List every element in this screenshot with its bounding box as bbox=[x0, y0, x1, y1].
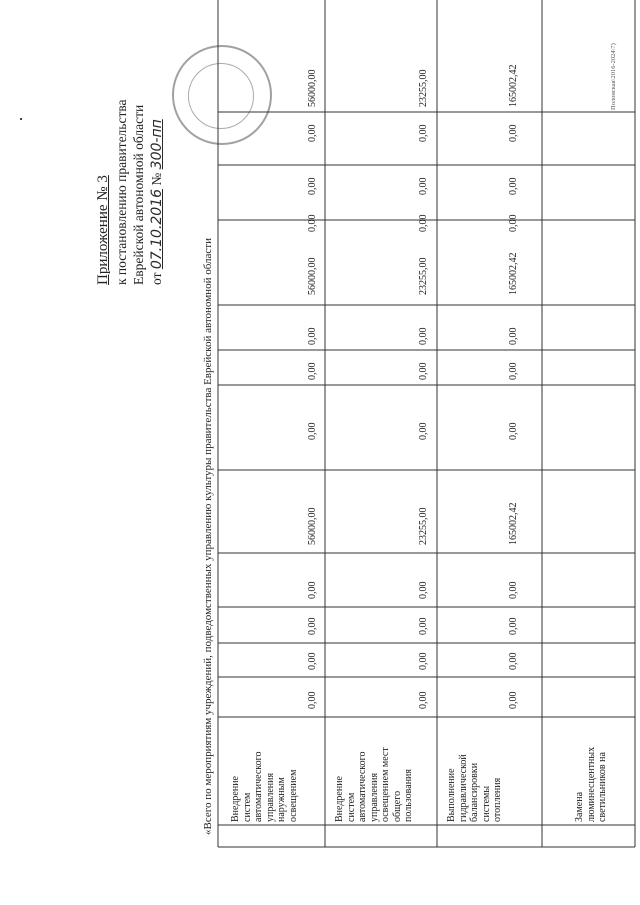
table-cell: 0,00 bbox=[307, 327, 318, 345]
table-cell: 0,00 bbox=[307, 422, 318, 440]
handwritten-date: 07.10.2016 bbox=[149, 188, 165, 270]
table-cell: 0,00 bbox=[418, 177, 429, 195]
appendix-subtitle-2: Еврейской автономной области bbox=[131, 104, 146, 285]
table-cell: 0,00 bbox=[508, 691, 519, 709]
table-cell: 0,00 bbox=[508, 581, 519, 599]
table-cell: 56000,00 bbox=[307, 507, 318, 545]
table-cell: 0,00 bbox=[418, 652, 429, 670]
table-row-name: Замена люминесцентных светильников на bbox=[574, 746, 608, 822]
table-cell: 0,00 bbox=[508, 177, 519, 195]
appendix-title: Приложение № 3 bbox=[95, 175, 111, 285]
table-cell: 0,00 bbox=[307, 177, 318, 195]
handwritten-number: 300-пп bbox=[149, 119, 165, 170]
table-cell: 56000,00 bbox=[307, 69, 318, 107]
table-cell: 0,00 bbox=[307, 362, 318, 380]
table-cell: 23255,00 bbox=[418, 507, 429, 545]
table-cell: 0,00 bbox=[307, 652, 318, 670]
table-cell: 0,00 bbox=[508, 422, 519, 440]
table-cell: 0,00 bbox=[418, 581, 429, 599]
table-cell: 0,00 bbox=[418, 214, 429, 232]
scan-speck bbox=[20, 118, 22, 120]
table-cell: 23255,00 bbox=[418, 69, 429, 107]
table-cell: 0,00 bbox=[418, 362, 429, 380]
table-cell: 0,00 bbox=[418, 327, 429, 345]
table-row-name: Выполнение гидравлической балансировки системы отопления bbox=[446, 754, 503, 822]
table-cell: 0,00 bbox=[307, 124, 318, 142]
table-cell: 165002,42 bbox=[508, 64, 519, 107]
appendix-subtitle-1: к постановлению правительства bbox=[114, 99, 129, 285]
table-cell: 0,00 bbox=[508, 617, 519, 635]
table-title: «Всего по мероприятиям учреждений, подведомственных управлению культуры правительства Еврейской автономной области bbox=[202, 238, 214, 835]
table-cell: 0,00 bbox=[418, 422, 429, 440]
table-cell: 165002,42 bbox=[508, 502, 519, 545]
table-cell: 0,00 bbox=[307, 617, 318, 635]
table-cell: 0,00 bbox=[418, 691, 429, 709]
table-cell: 23255,00 bbox=[418, 257, 429, 295]
document-code: Полонская\2016-2024\7) bbox=[610, 43, 617, 110]
table-cell: 0,00 bbox=[418, 124, 429, 142]
table-row-name: Внедрение систем автоматического управления освещением мест общего пользования bbox=[334, 747, 414, 822]
table-cell: 0,00 bbox=[508, 327, 519, 345]
table-cell: 0,00 bbox=[508, 362, 519, 380]
date-prefix: от bbox=[149, 272, 164, 285]
table-row-name: Внедрение систем автоматического управления наружным освещением bbox=[230, 751, 299, 822]
table-cell: 0,00 bbox=[307, 581, 318, 599]
table-cell: 0,00 bbox=[307, 214, 318, 232]
table-cell: 0,00 bbox=[508, 214, 519, 232]
number-label: № bbox=[149, 172, 164, 186]
table-cell: 0,00 bbox=[307, 691, 318, 709]
table-cell: 0,00 bbox=[508, 124, 519, 142]
table-cell: 0,00 bbox=[418, 617, 429, 635]
table-cell: 165002,42 bbox=[508, 252, 519, 295]
table-cell: 56000,00 bbox=[307, 257, 318, 295]
table-cell: 0,00 bbox=[508, 652, 519, 670]
